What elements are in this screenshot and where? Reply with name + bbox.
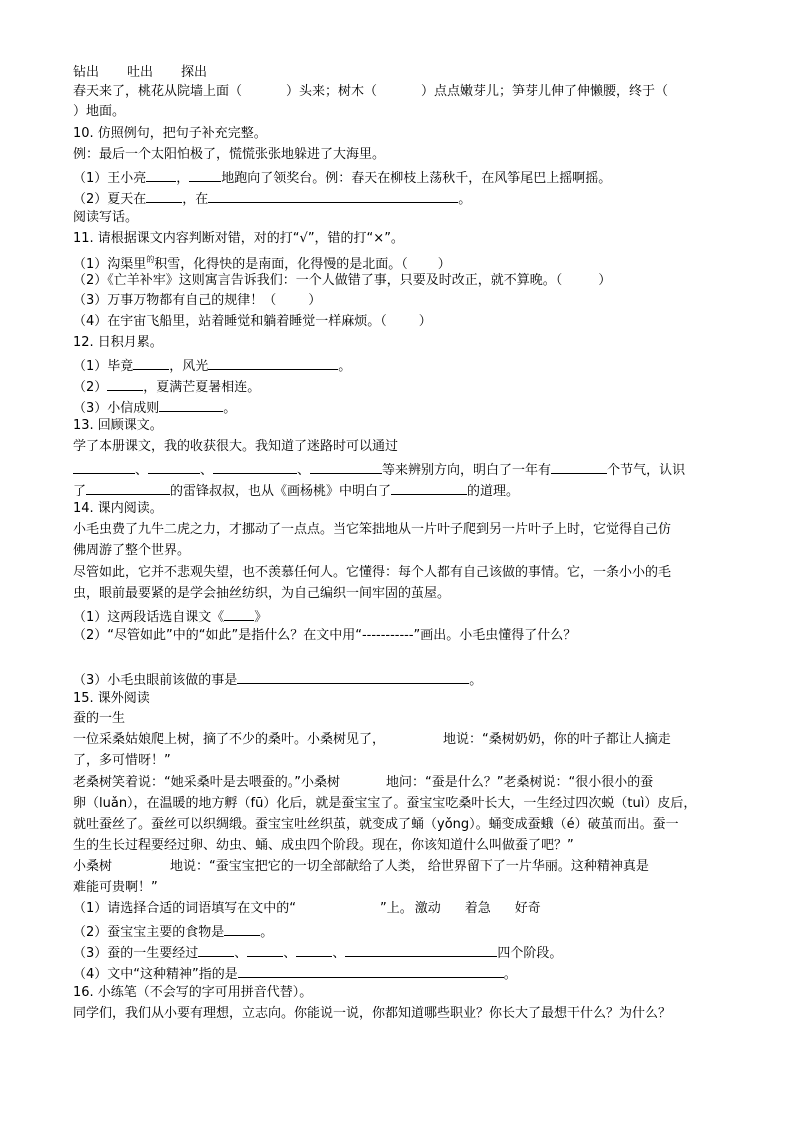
q13-line-1: 学了本册课文，我的收获很大。我知道了迷路时可以通过 [73,439,399,454]
reading-paragraph: 难能可贵啊！” [73,880,158,895]
q9-sentence-end: ）地面。 [73,104,126,119]
reading-paragraph: 一位采桑姑娘爬上树，摘了不少的桑叶。小桑树见了， 地说：“桑树奶奶，你的叶子都让人摘走 [73,732,671,747]
word-option: 钻出 [73,65,100,80]
reading-paragraph: 小毛虫费了九牛二虎之力，才挪动了一点点。当它笨拙地从一片叶子爬到另一片叶子上时，它觉得自己仿 [73,522,672,537]
q10-item-1: （1）王小亮 ， 地跑向了领奖台。例：春天在柳枝上荡秋千，在风筝尾巴上摇啊摇。 [73,167,733,185]
q11-item-3: （3）万事万物都有自己的规律！（ ） [73,293,322,308]
answer-blank[interactable] [247,942,283,957]
reading-paragraph: 老桑树笑着说：“她采桑叶是去喂蚕的。”小桑树 地问：“蚕是什么？”老桑树说：“很小很小的蚕 [73,775,654,790]
q14-item-1: （1）这两段话选自课文《 》 [73,606,733,624]
answer-blank[interactable] [148,459,200,474]
answer-blank[interactable] [237,669,469,684]
section-heading: 阅读写话。 [73,210,139,225]
q15-item-2: （2）蚕宝宝主要的食物是 。 [73,921,733,939]
word-option: 着急 [464,901,491,916]
q10-item-2: （2）夏天在 ，在 。 [73,188,733,206]
reading-paragraph: 生的生长过程要经过卵、幼虫、蛹、成虫四个阶段。现在，你该知道什么叫做蚕了吧？” [73,838,574,853]
q11-title: 11. 请根据课文内容判断对错，对的打“√”，错的打“×”。 [73,231,404,246]
answer-blank[interactable] [551,459,607,474]
q11-item-2: （2）《亡羊补牢》这则寓言告诉我们：一个人做错了事，只要及时改正，就不算晚。（ ） [73,273,612,288]
answer-blank[interactable] [198,942,234,957]
q15-item-1: （1）请选择合适的词语填写在文中的“ ”上。 激动 着急 好奇 [73,901,541,916]
answer-blank[interactable] [296,942,332,957]
q16-title: 16. 小练笔（不会写的字可用拼音代替）。 [73,985,313,1000]
answer-blank[interactable] [146,188,182,203]
answer-blank[interactable] [391,480,467,495]
q12-item-3: （3）小信成则 。 [73,397,733,415]
q15-item-3: （3）蚕的一生要经过 、 、 、 四个阶段。 [73,942,733,960]
answer-blank[interactable] [238,963,504,978]
answer-blank[interactable] [208,355,338,370]
word-option: 探出 [181,65,208,80]
q14-item-2: （2）“尽管如此”中的“如此”是指什么？在文中用“-----------”画出。小毛虫懂得了什么？ [73,628,577,643]
reading-paragraph: 佛周游了整个世界。 [73,543,191,558]
q10-example: 例：最后一个太阳怕极了，慌慌张张地躲进了大海里。 [73,147,386,162]
q15-title: 15. 课外阅读 [73,691,150,706]
answer-blank[interactable] [224,606,254,621]
q9-sentence: 春天来了，桃花从院墙上面（ ）头来；树木（ ）点点嫩芽儿；笋芽儿伸了伸懒腰，终于（ [73,84,669,99]
answer-blank[interactable] [159,397,223,412]
reading-paragraph: 小桑树 地说：“蚕宝宝把它的一切全部献给了人类， 给世界留下了一片华丽。这种精神真是 [73,859,649,874]
q14-title: 14. 课内阅读。 [73,501,163,516]
q13-title: 13. 回顾课文。 [73,418,163,433]
q12-item-2: （2） ，夏满芒夏暑相连。 [73,376,733,394]
word-option: 吐出 [127,65,154,80]
q12-item-1: （1）毕竟 ，风光 。 [73,355,733,373]
answer-blank[interactable] [107,376,143,391]
answer-blank[interactable] [86,480,170,495]
word-option: 激动 [414,901,441,916]
answer-blank[interactable] [146,167,176,182]
answer-blank[interactable] [213,459,297,474]
answer-blank[interactable] [345,942,497,957]
reading-paragraph: 虫，眼前最要紧的是学会抽丝纺织，为自己编织一间牢固的茧屋。 [73,586,451,601]
reading-paragraph: 尽管如此，它并不悲观失望，也不羡慕任何人。它懂得：每个人都有自己该做的事情。它，一条小小的毛 [73,565,672,580]
word-option: 好奇 [514,901,541,916]
q15-item-4: （4）文中“这种精神”指的是 。 [73,963,733,981]
story-title: 蚕的一生 [73,711,126,726]
answer-blank[interactable] [208,188,458,203]
answer-blank[interactable] [133,355,169,370]
q9-word-bank [73,64,733,82]
answer-blank[interactable] [310,459,382,474]
q14-item-3: （3）小毛虫眼前该做的事是 。 [73,669,733,687]
reading-paragraph: 就吐蚕丝了。蚕丝可以织绸缎。蚕宝宝吐丝织茧，就变成了蛹（yǒng）。蛹变成蚕蛾（é）破茧而出。蚕一 [73,817,679,832]
q12-title: 12. 日积月累。 [73,335,163,350]
answer-blank[interactable] [189,167,221,182]
reading-paragraph: 卵（luǎn），在温暖的地方孵（fū）化后，就是蚕宝宝了。蚕宝宝吃桑叶长大，一生经过四次蜕（tuì）皮后， [73,796,697,811]
q16-prompt: 同学们，我们从小要有理想，立志向。你能说一说，你都知道哪些职业？你长大了最想干什么？为什么？ [73,1006,672,1021]
q11-item-1: （1）沟渠里$^的$积雪，化得快的是南面，化得慢的是北面。（ ） [73,255,451,272]
q10-title: 10. 仿照例句，把句子补充完整。 [73,126,267,141]
answer-blank[interactable] [224,921,260,936]
reading-paragraph: 了，多可惜呀！” [73,753,171,768]
q11-item-4: （4）在宇宙飞船里，站着睡觉和躺着睡觉一样麻烦。（ ） [73,314,432,329]
q13-line-3: 了 的雷锋叔叔，也从《画杨桃》中明白了 的道理。 [73,480,733,498]
q13-line-2: 、 、 、 等来辨别方向，明白了一年有 个节气，认识 [73,459,733,477]
answer-blank[interactable] [73,459,135,474]
